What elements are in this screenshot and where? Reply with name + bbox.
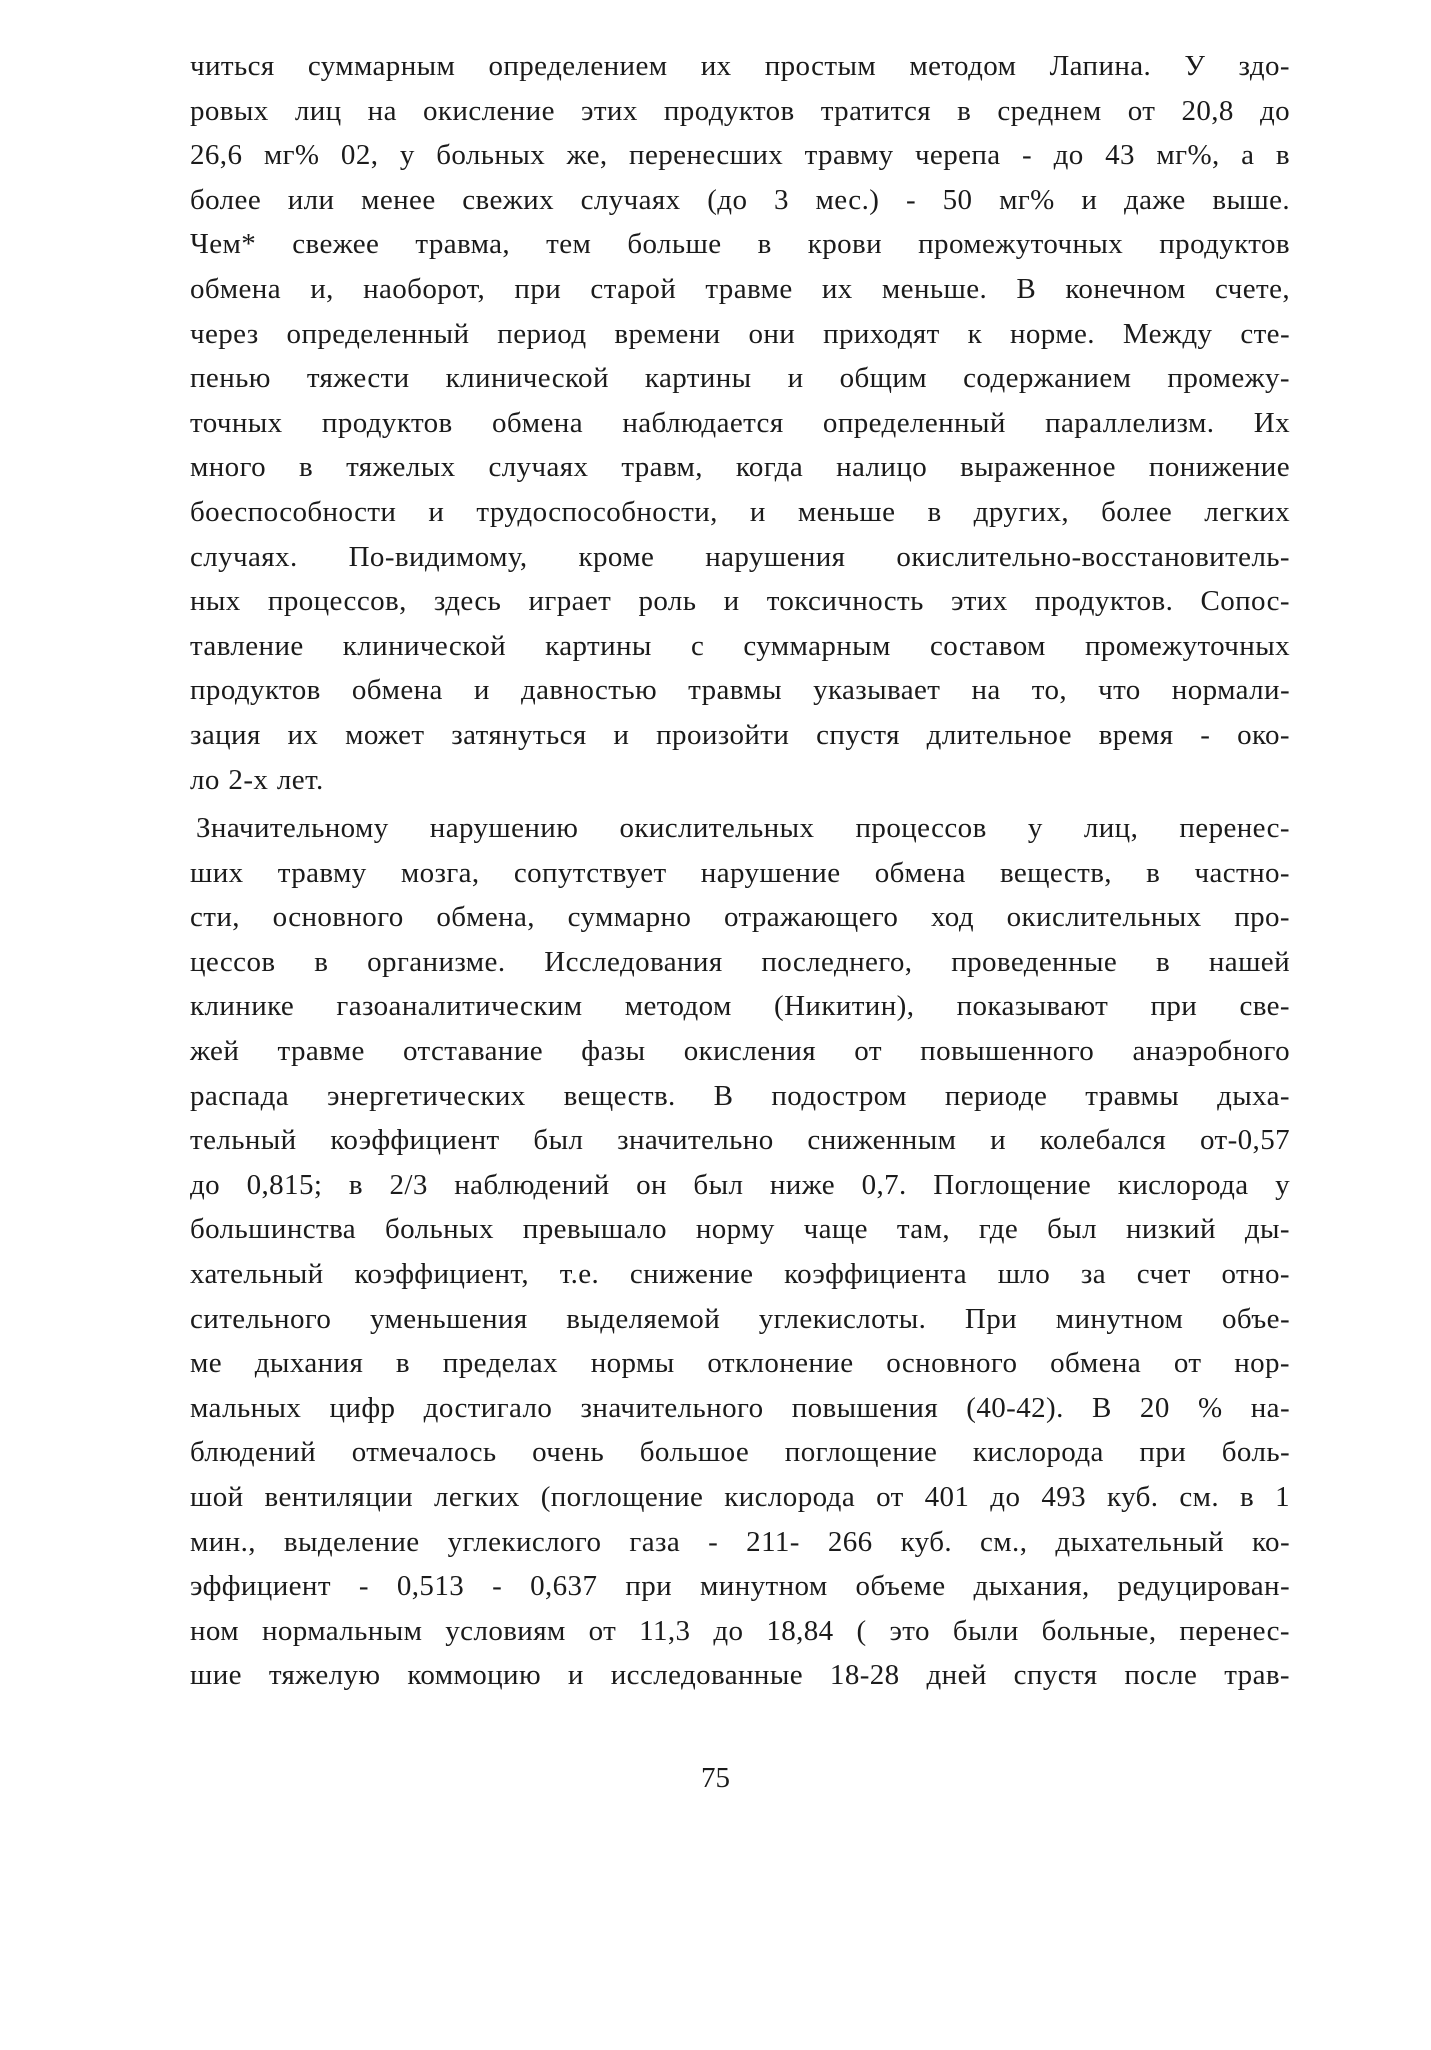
paragraph-1-line-7: через определенный период времени они приходят к норме. Между сте- [190, 317, 1290, 350]
paragraph-1-line-16: зация их может затянуться и произойти спустя длительное время - око- [190, 718, 1290, 751]
paragraph-2-line-13: ме дыхания в пределах нормы отклонение основного обмена от нор- [190, 1347, 1290, 1380]
paragraph-2-line-14: мальных цифр достигало значительного повышения (40-42). В 20 % на- [190, 1391, 1290, 1424]
paragraph-1-line-17: ло 2-х лет. [190, 763, 324, 796]
paragraph-1-line-9: точных продуктов обмена наблюдается определенный параллелизм. Их [190, 406, 1290, 439]
paragraph-1-line-8: пенью тяжести клинической картины и общим содержанием промежу- [190, 362, 1290, 395]
paragraph-1-line-11: боеспособности и трудоспособности, и меньше в других, более легких [190, 495, 1290, 528]
page-number: 75 [701, 1762, 730, 1794]
paragraph-2-line-5: клинике газоаналитическим методом (Никитин), показывают при све- [190, 990, 1290, 1023]
paragraph-1-line-2: ровых лиц на окисление этих продуктов тратится в среднем от 20,8 до [190, 94, 1290, 127]
paragraph-1-line-4: более или менее свежих случаях (до 3 мес.) - 50 мг% и даже выше. [190, 183, 1290, 216]
paragraph-2-line-3: сти, основного обмена, суммарно отражающего ход окислительных про- [190, 901, 1290, 934]
paragraph-1-line-3: 26,6 мг% 02, у больных же, перенесших травму черепа - до 43 мг%, а в [190, 139, 1290, 172]
paragraph-1-line-5: Чем* свежее травма, тем больше в крови промежуточных продуктов [190, 228, 1290, 261]
paragraph-1-line-13: ных процессов, здесь играет роль и токсичность этих продуктов. Сопос- [190, 585, 1290, 618]
paragraph-1-line-10: много в тяжелых случаях травм, когда налицо выраженное понижение [190, 451, 1290, 484]
paragraph-1-line-6: обмена и, наоборот, при старой травме их меньше. В конечном счете, [190, 272, 1290, 305]
body-text [190, 44, 1290, 1698]
paragraph-2-line-8: тельный коэффициент был значительно сниженным и колебался от-0,57 [190, 1124, 1290, 1157]
paragraph-2-line-4: цессов в организме. Исследования последнего, проведенные в нашей [190, 945, 1290, 978]
paragraph-2-line-17: мин., выделение углекислого газа - 211- 266 куб. см., дыхательный ко- [190, 1525, 1290, 1558]
paragraph-2-line-1: Значительному нарушению окислительных процессов у лиц, перенес- [196, 812, 1290, 845]
paragraph-2-line-6: жей травме отставание фазы окисления от повышенного анаэробного [190, 1035, 1290, 1068]
paragraph-2-line-12: сительного уменьшения выделяемой углекислоты. При минутном объе- [190, 1302, 1290, 1335]
paragraph-2-line-16: шой вентиляции легких (поглощение кислорода от 401 до 493 куб. см. в 1 [190, 1481, 1290, 1513]
paragraph-2-line-10: большинства больных превышало норму чаще там, где был низкий ды- [190, 1213, 1290, 1246]
paragraph-2-line-19: ном нормальным условиям от 11,3 до 18,84 ( это были больные, перенес- [190, 1614, 1290, 1647]
paragraph-2-line-15: блюдений отмечалось очень большое поглощение кислорода при боль- [190, 1436, 1290, 1469]
paragraph-2-line-2: ших травму мозга, сопутствует нарушение обмена веществ, в частно- [190, 856, 1290, 889]
paragraph-2-line-20: шие тяжелую коммоцию и исследованные 18-28 дней спустя после трав- [190, 1659, 1290, 1692]
paragraph-1-line-15: продуктов обмена и давностью травмы указывает на то, что нормали- [190, 674, 1290, 707]
paragraph-2-line-9: до 0,815; в 2/3 наблюдений он был ниже 0,7. Поглощение кислорода у [190, 1168, 1290, 1201]
paragraph-1-line-12: случаях. По-видимому, кроме нарушения окислительно-восстановитель- [190, 540, 1290, 573]
paragraph-1-line-1: читься суммарным определением их простым методом Лапина. У здо- [190, 50, 1290, 82]
paragraph-2-line-18: эффициент - 0,513 - 0,637 при минутном объеме дыхания, редуцирован- [190, 1570, 1290, 1603]
paragraph-2-line-11: хательный коэффициент, т.е. снижение коэффициента шло за счет отно- [190, 1258, 1290, 1291]
paragraph-1-line-14: тавление клинической картины с суммарным составом промежуточных [190, 629, 1290, 662]
paragraph-2-line-7: распада энергетических веществ. В подостром периоде травмы дыха- [190, 1079, 1290, 1112]
